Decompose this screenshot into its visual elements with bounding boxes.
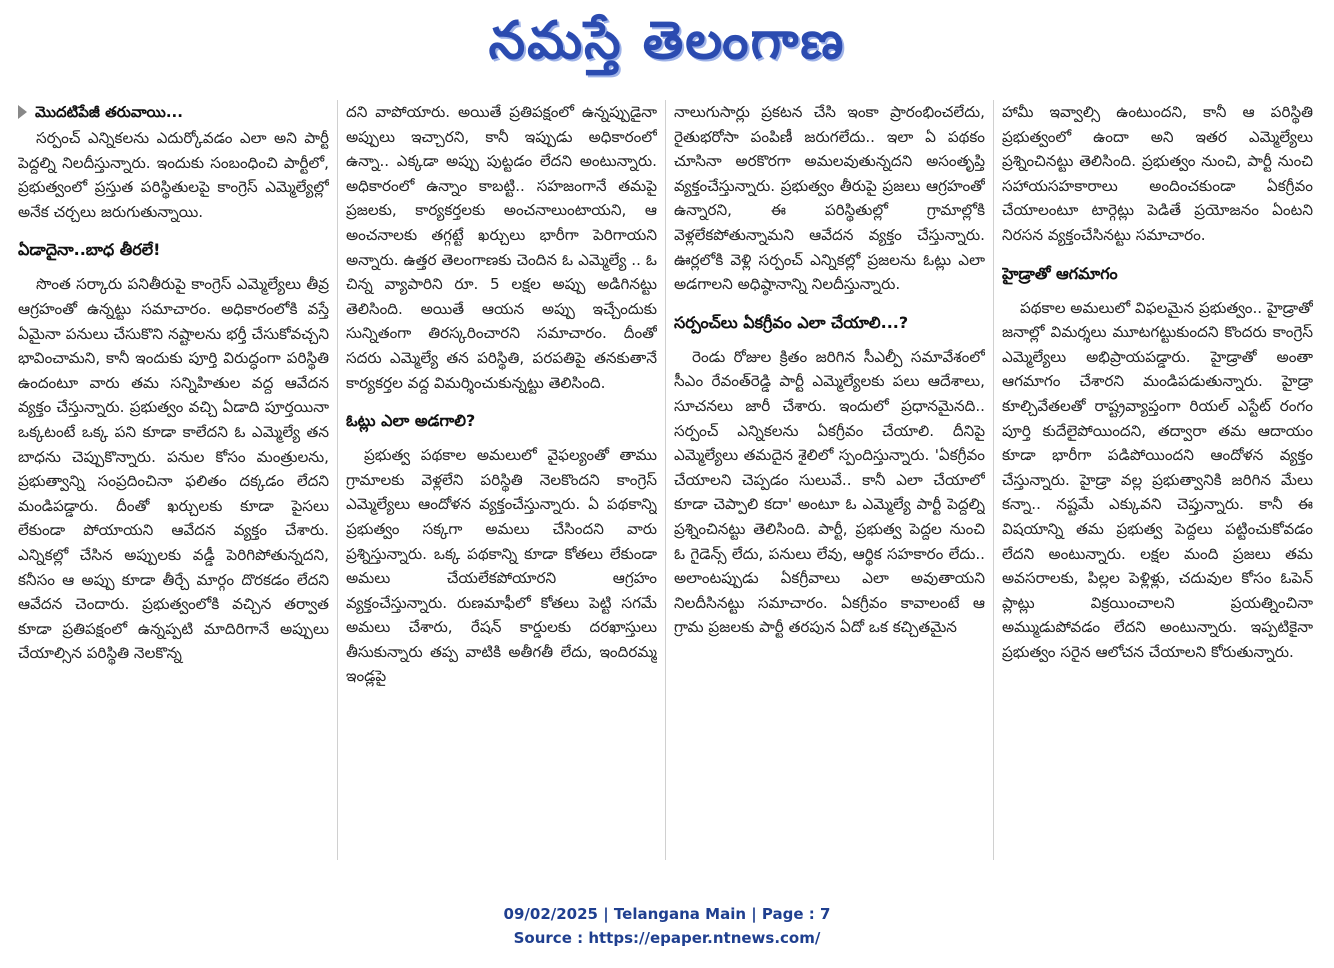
column-4	[1002, 100, 1313, 870]
kicker-text: మొదటిపేజీ తరువాయి...	[35, 103, 183, 121]
subheading: ఓట్లు ఎలా అడగాలి?	[346, 411, 476, 431]
paragraph: పథకాల అమలులో విఫలమైన ప్రభుత్వం.. హైడ్రాతో జనాల్లో విమర్శలు మూటగట్టుకుందని కొందరు కాంగ్రెస్ ఎమ్మెల్యేలు అభిప్రాయపడ్డారు. హైడ్రాతో అంతా ఆగమాగం చేశారని మండిపడుతున్నారు. హైడ్రా కూల్చివేతలతో రాష్ట్రవ్యాప్తంగా రియల్ ఎస్టేట్ రంగం పూర్తి కుదేలైపోయిందని, తద్వారా తమ ఆదాయం కూడా భారీగా పడిపోయిందని ఆందోళన వ్యక్తం చేస్తున్నారు. హైడ్రా వల్ల ప్రభుత్వానికి జరిగిన మేలు కన్నా.. నష్టమే ఎక్కువని చెప్తున్నారు. కానీ ఈ విషయాన్ని తమ ప్రభుత్వ పెద్దలు పట్టించుకోవడం లేదని అంటున్నారు. లక్షల మంది ప్రజలు తమ అవసరాలకు, పిల్లల పెళ్లిళ్లు, చదువుల కోసం ఓపెన్ ప్లాట్లు విక్రయించాలని ప్రయత్నించినా అమ్ముడుపోవడం లేదని అంటున్నారు. ఇప్పటికైనా ప్రభుత్వం సరైన ఆలోచన చేయాలని కోరుతున్నారు.	[1002, 298, 1313, 661]
paragraph: సొంత సర్కారు పనితీరుపై కాంగ్రెస్ ఎమ్మెల్యేలు తీవ్ర ఆగ్రహంతో ఉన్నట్టు సమాచారం. అధికారంలోకి వస్తే ఏమైనా పనులు చేసుకొని నష్టాలను భర్తీ చేసుకోవచ్చని భావించామని, కానీ ఇందుకు పూర్తి విరుద్ధంగా పరిస్థితి ఉందంటూ వారు తమ సన్నిహితుల వద్ద ఆవేదన వ్యక్తం చేస్తున్నారు. ప్రభుత్వం వచ్చి ఏడాది పూర్తయినా ఒక్కటంటే ఒక్క పని కూడా కాలేదని ఓ ఎమ్మెల్యే తన బాధను చెప్పుకొన్నారు. పనుల కోసం మంత్రులను, ప్రభుత్వాన్ని సంప్రదించినా ఫలితం దక్కడం లేదని మండిపడ్డారు. దీంతో ఖర్చులకు కూడా పైసలు లేకుండా పోయాయని ఆవేదన వ్యక్తం చేశారు. ఎన్నికల్లో చేసిన అప్పులకు వడ్డీ పెరిగిపోతున్నదని, కనీసం ఆ అప్పు కూడా తీర్చే మార్గం దొరకడం లేదని ఆవేదన చెందారు. ప్రభుత్వంలోకి వచ్చిన తర్వాత కూడా ప్రతిపక్షంలో ఉన్నప్పటి మాదిరిగానే అప్పులు చేయాల్సిన పరిస్థితి నెలకొన్న	[18, 275, 329, 663]
subheading: సర్పంచ్‌లు ఏకగ్రీవం ఎలా చేయాలి...?	[674, 312, 909, 332]
paragraph: ప్రభుత్వ పథకాల అమలులో వైఫల్యంతో తాము గ్రామాలకు వెళ్లలేని పరిస్థితి నెలకొందని కాంగ్రెస్ ఎమ్మెల్యేలు ఆందోళన వ్యక్తంచేస్తున్నారు. ఏ పథకాన్ని ప్రభుత్వం సక్కగా అమలు చేసిందని వారు ప్రశ్నిస్తున్నారు. ఒక్క పథకాన్ని కూడా కోతలు లేకుండా అమలు చేయలేకపోయారని ఆగ్రహం వ్యక్తంచేస్తున్నారు. రుణమాఫీలో కోతలు పెట్టి సగమే అమలు చేశారు, రేషన్ కార్డులకు దరఖాస్తులు తీసుకున్నారు తప్ప వాటికి అతీగతీ లేదు, ఇందిరమ్మ ఇండ్లపై	[346, 446, 657, 686]
column-2	[346, 100, 657, 870]
paragraph: నాలుగుసార్లు ప్రకటన చేసి ఇంకా ప్రారంభించలేదు, రైతుభరోసా పంపిణీ జరుగలేదు.. ఇలా ఏ పథకం చూసినా అరకొరగా అమలవుతున్నదని అసంతృప్తి వ్యక్తంచేస్తున్నారు. ప్రభుత్వం తీరుపై ప్రజలు ఆగ్రహంతో ఉన్నారని, ఈ పరిస్థితుల్లో గ్రామాల్లోకి వెళ్లలేకపోతున్నామని ఆవేదన వ్యక్తం చేస్తున్నారు. ఊర్లలోకి వెళ్లి సర్పంచ్ ఎన్నికల్లో ప్రజలను ఓట్లు ఎలా అడగాలని అధిష్ఠానాన్ని నిలదీస్తున్నారు.	[674, 103, 985, 294]
subheading: హైడ్రాతో ఆగమాగం	[1002, 263, 1118, 283]
article-body	[18, 100, 1318, 870]
chevron-right-icon	[18, 105, 27, 119]
paragraph: రెండు రోజుల క్రితం జరిగిన సీఎల్పీ సమావేశంలో సీఎం రేవంత్‌రెడ్డి పార్టీ ఎమ్మెల్యేలకు పలు ఆదేశాలు, సూచనలు జారీ చేశారు. ఇందులో ప్రధానమైనది.. సర్పంచ్ ఎన్నికలను ఏకగ్రీవం చేయాలి. దీనిపై ఎమ్మెల్యేలు తమదైన శైలిలో స్పందిస్తున్నారు. 'ఏకగ్రీవం చేయాలని చెప్పడం సులువే.. కానీ ఎలా చేయాలో కూడా చెప్పాలి కదా' అంటూ ఓ ఎమ్మెల్యే పార్టీ పెద్దల్ని ప్రశ్నించినట్టు తెలిసింది. పార్టీ, ప్రభుత్వ పెద్దల నుంచి ఓ గైడెన్స్ లేదు, పనులు లేవు, ఆర్థిక సహకారం లేదు.. అలాంటప్పుడు ఏకగ్రీవాలు ఎలా అవుతాయని నిలదీసినట్టు సమాచారం. ఏకగ్రీవం కావాలంటే ఆ గ్రామ ప్రజలకు పార్టీ తరపున ఏదో ఒక కచ్చితమైన	[674, 347, 985, 637]
column-3	[674, 100, 985, 870]
source-link[interactable]: Source : https://epaper.ntnews.com/	[513, 929, 821, 947]
paragraph: హామీ ఇవ్వాల్సి ఉంటుందని, కానీ ఆ పరిస్థితి ప్రభుత్వంలో ఉందా అని ఇతర ఎమ్మెల్యేలు ప్రశ్నించినట్టు తెలిసింది. ప్రభుత్వం నుంచి, పార్టీ నుంచి సహాయసహకారాలు అందించకుండా ఏకగ్రీవం చేయాలంటూ టార్గెట్లు పెడితే ప్రయోజనం ఏంటని నిరసన వ్యక్తంచేసినట్టు సమాచారం.	[1002, 103, 1313, 244]
paragraph: దని వాపోయారు. అయితే ప్రతిపక్షంలో ఉన్నప్పుడైనా అప్పులు ఇచ్చారని, కానీ ఇప్పుడు అధికారంలో ఉన్నా.. ఎక్కడా అప్పు పుట్టడం లేదని అంటున్నారు. అధికారంలో ఉన్నాం కాబట్టి.. సహజంగానే తమపై ప్రజలకు, కార్యకర్తలకు అంచనాలుంటాయని, ఆ అంచనాలకు తగ్గట్టే ఖర్చులు భారీగా పెరిగాయని అన్నారు. ఉత్తర తెలంగాణకు చెందిన ఓ ఎమ్మెల్యే .. ఓ చిన్న వ్యాపారిని రూ. 5 లక్షల అప్పు అడిగినట్టు తెలిసింది. అయితే ఆయన అప్పు ఇచ్చేందుకు సున్నితంగా తిరస్కరించారని సమాచారం. దీంతో సదరు ఎమ్మెల్యే తన పరిస్థితి, పరపతిపై తనకుతానే కార్యకర్తల వద్ద విమర్శించుకున్నట్టు తెలిసింది.	[346, 103, 657, 392]
column-1	[18, 100, 329, 870]
newspaper-logo: నమస్తే తెలంగాణ	[488, 10, 846, 71]
paragraph: సర్పంచ్ ఎన్నికలను ఎదుర్కోవడం ఎలా అని పార్టీ పెద్దల్ని నిలదీస్తున్నారు. ఇందుకు సంబంధించి పార్టీలో, ప్రభుత్వంలో ప్రస్తుత పరిస్థితులపై కాంగ్రెస్ ఎమ్మెల్యేల్లో అనేక చర్చలు జరుగుతున్నాయి.	[18, 129, 329, 221]
continuation-kicker	[18, 100, 329, 124]
subheading: ఏడాదైనా..బాధ తీరలే!	[18, 240, 161, 260]
masthead	[0, 4, 1334, 82]
edition-info: 09/02/2025 | Telangana Main | Page : 7	[503, 905, 831, 923]
page-footer	[0, 902, 1334, 950]
